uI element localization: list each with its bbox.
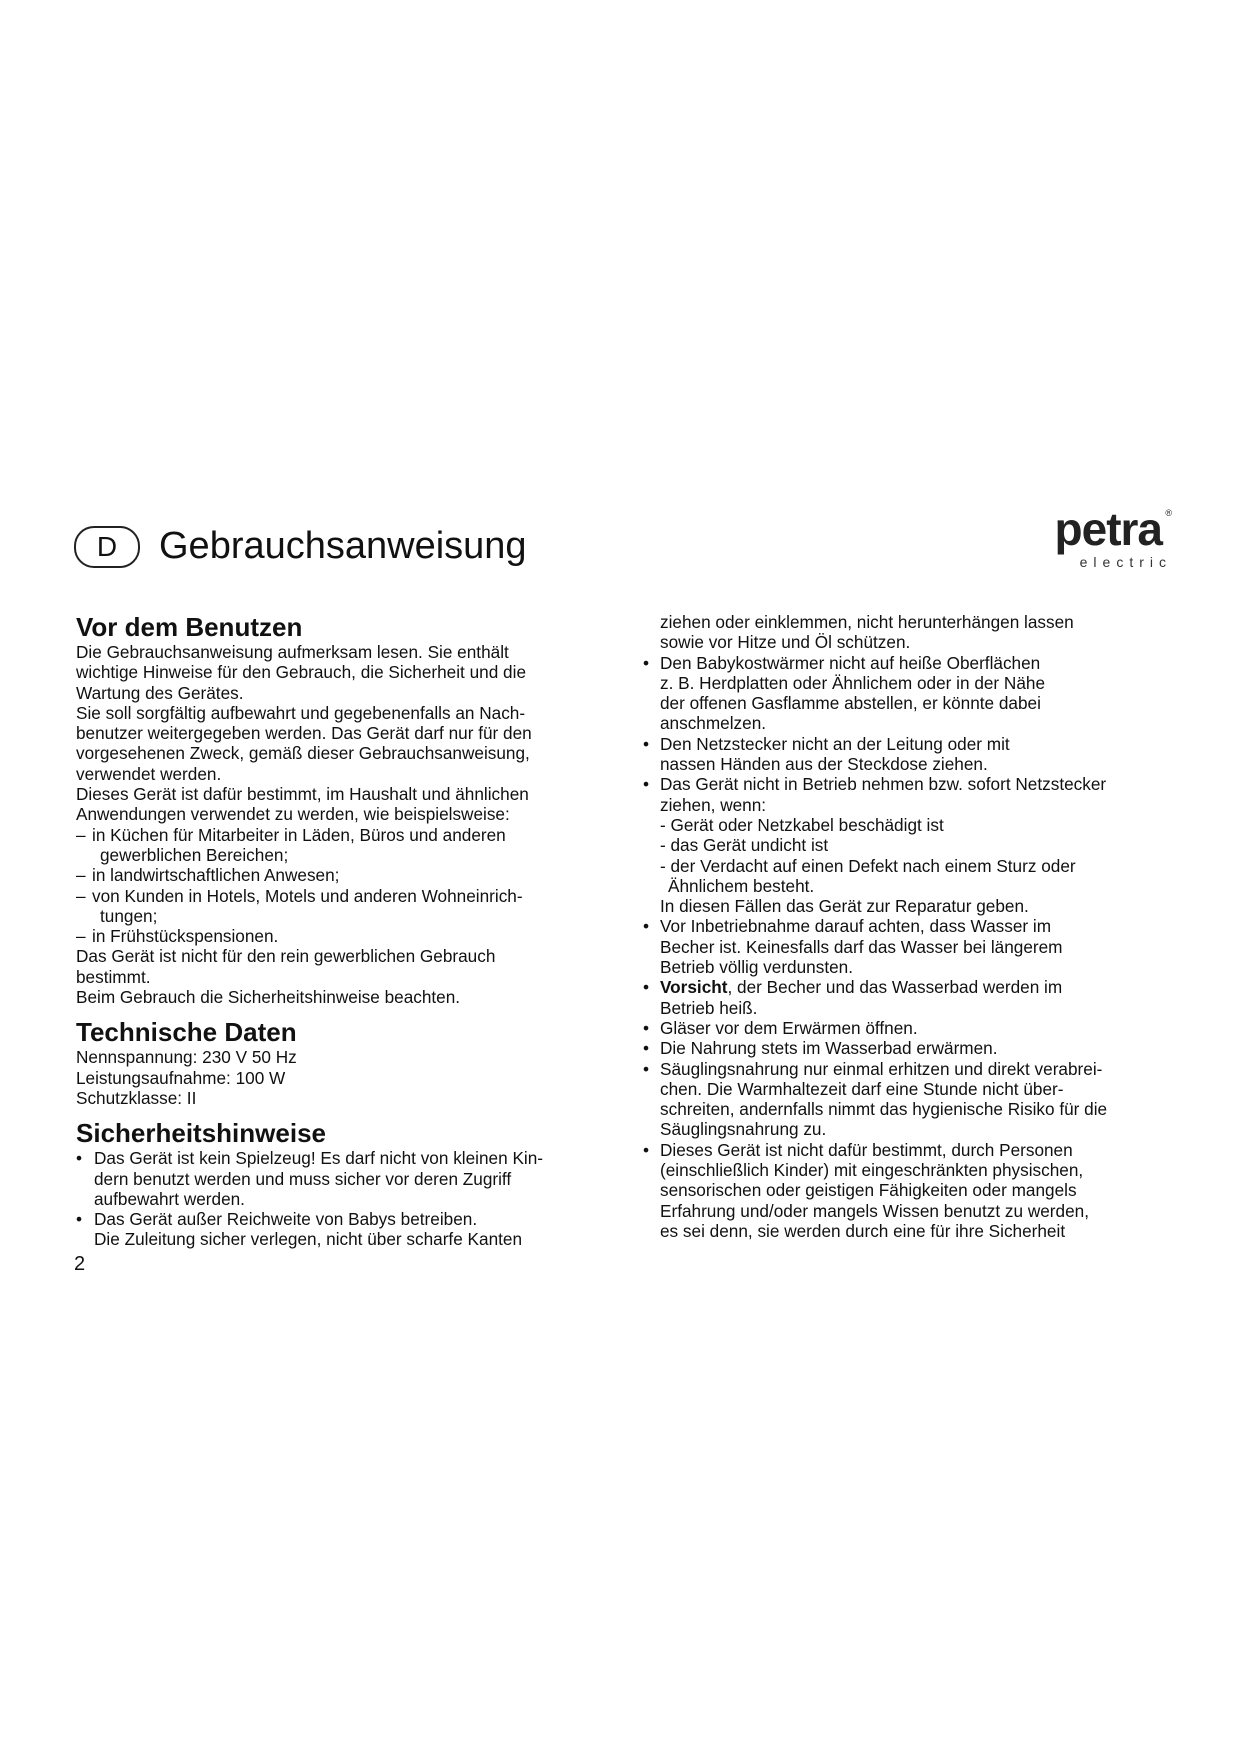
bullet-item <box>643 1058 1180 1140</box>
bullet-item <box>643 1017 1180 1038</box>
text-line: von Kunden in Hotels, Motels und anderen Wohneinrich- <box>92 885 523 906</box>
document-title: Gebrauchsanweisung <box>159 525 527 567</box>
text-line: Das Gerät ist kein Spielzeug! Es darf nicht von kleinen Kin- <box>94 1148 544 1169</box>
page-header <box>74 503 1174 578</box>
text-line: Die Nahrung stets im Wasserbad erwärmen. <box>660 1038 998 1059</box>
bullet-marker: • <box>643 1058 650 1079</box>
text-line: es sei denn, sie werden durch eine für ihre Sicherheit <box>660 1220 1066 1241</box>
text-line: Vor Inbetriebnahme darauf achten, dass Wasser im <box>660 916 1052 937</box>
bullet-marker: • <box>643 977 650 998</box>
bullet-marker: • <box>643 1017 650 1038</box>
text-line: Dieses Gerät ist nicht dafür bestimmt, durch Personen <box>660 1139 1073 1160</box>
right-column <box>643 612 1180 1241</box>
text-line: Nennspannung: 230 V 50 Hz <box>76 1047 297 1068</box>
text-fragment: , der Becher und das Wasserbad werden im <box>727 977 1063 998</box>
caution-label: Vorsicht <box>660 977 728 998</box>
dash-list-item <box>76 926 616 946</box>
dash-marker: – <box>76 885 86 906</box>
text-line: tungen; <box>100 905 158 926</box>
text-line: Das Gerät nicht in Betrieb nehmen bzw. sofort Netzstecker <box>660 774 1107 795</box>
bullet-marker: • <box>76 1148 83 1169</box>
language-badge: D <box>74 526 140 568</box>
logo-subtitle: electric <box>1079 554 1172 570</box>
text-line: (einschließlich Kinder) mit eingeschränkten physischen, <box>660 1160 1084 1181</box>
text-line: Betrieb heiß. <box>660 997 758 1018</box>
text-line: sensorischen oder geistigen Fähigkeiten oder mangels <box>660 1180 1077 1201</box>
left-column <box>76 612 616 1250</box>
page-number: 2 <box>74 1253 86 1275</box>
bullet-marker: • <box>643 1139 650 1160</box>
text-line: Den Babykostwärmer nicht auf heiße Oberflächen <box>660 652 1041 673</box>
section-heading-technical-data: Technische Daten <box>76 1017 297 1048</box>
dash-marker: – <box>76 865 86 886</box>
text-line <box>660 977 1180 997</box>
text-line: der offenen Gasflamme abstellen, er könnte dabei <box>660 693 1041 714</box>
text-line: in Frühstückspensionen. <box>92 926 279 947</box>
text-line: anschmelzen. <box>660 713 767 734</box>
text-line: Beim Gebrauch die Sicherheitshinweise beachten. <box>76 987 461 1008</box>
section-heading-before-use: Vor dem Benutzen <box>76 612 303 642</box>
bullet-item <box>643 916 1180 978</box>
text-line: in landwirtschaftlichen Anwesen; <box>92 865 340 886</box>
text-line: verwendet werden. <box>76 763 222 784</box>
sub-item: Ähnlichem besteht. <box>668 875 815 896</box>
bullet-marker: • <box>643 916 650 937</box>
text-line: gewerblichen Bereichen; <box>100 844 289 865</box>
text-line: dern benutzt werden und muss sicher vor deren Zugriff <box>94 1168 512 1189</box>
bullet-marker: • <box>76 1209 83 1230</box>
text-line: Den Netzstecker nicht an der Leitung oder mit <box>660 733 1010 754</box>
text-line: Betrieb völlig verdunsten. <box>660 957 853 978</box>
bullet-item <box>643 1038 1180 1059</box>
logo-wordmark: petra <box>1054 503 1162 555</box>
text-line: chen. Die Warmhaltezeit darf eine Stunde nicht über- <box>660 1078 1064 1099</box>
text-line: z. B. Herdplatten oder Ähnlichem oder in der Nähe <box>660 672 1046 693</box>
text-line: wichtige Hinweise für den Gebrauch, die Sicherheit und die <box>76 662 526 683</box>
text-line: in Küchen für Mitarbeiter in Läden, Büros und anderen <box>92 824 506 845</box>
text-line: nassen Händen aus der Steckdose ziehen. <box>660 754 988 775</box>
text-line: Gläser vor dem Erwärmen öffnen. <box>660 1017 918 1038</box>
text-line: benutzer weitergegeben werden. Das Gerät darf nur für den <box>76 723 532 744</box>
text-line: Leistungsaufnahme: 100 W <box>76 1067 286 1088</box>
text-line: aufbewahrt werden. <box>94 1188 245 1209</box>
text-line: ziehen oder einklemmen, nicht herunterhängen lassen <box>660 612 1074 632</box>
dash-list-item <box>76 865 616 885</box>
dash-marker: – <box>76 824 86 845</box>
bullet-item <box>76 1229 616 1249</box>
text-line: bestimmt. <box>76 966 151 987</box>
text-line: Die Gebrauchsanweisung aufmerksam lesen. Sie enthält <box>76 642 509 662</box>
sub-item: - der Verdacht auf einen Defekt nach einem Sturz oder <box>660 855 1076 876</box>
section-heading-safety: Sicherheitshinweise <box>76 1118 326 1149</box>
bullet-item <box>76 1148 616 1209</box>
text-line: vorgesehenen Zweck, gemäß dieser Gebrauchsanweisung, <box>76 743 530 764</box>
bullet-marker: • <box>643 1038 650 1059</box>
text-line: Sie soll sorgfältig aufbewahrt und gegebenenfalls an Nach- <box>76 702 526 723</box>
bullet-item <box>643 733 1180 775</box>
text-line: Wartung des Gerätes. <box>76 682 244 703</box>
bullet-item <box>643 774 1180 917</box>
dash-list-item <box>76 886 616 927</box>
dash-list-item <box>76 825 616 866</box>
text-line: schreiten, andernfalls nimmt das hygienische Risiko für die <box>660 1099 1108 1120</box>
bullet-marker: • <box>643 733 650 754</box>
text-line: Die Zuleitung sicher verlegen, nicht über scharfe Kanten <box>94 1229 523 1250</box>
text-line: Schutzklasse: II <box>76 1087 197 1108</box>
text-line: Säuglingsnahrung nur einmal erhitzen und direkt verabrei- <box>660 1058 1103 1079</box>
text-line: ziehen, wenn: <box>660 794 767 815</box>
bullet-item <box>643 1139 1180 1241</box>
text-line: Das Gerät ist nicht für den rein gewerblichen Gebrauch <box>76 946 496 967</box>
sub-item: - das Gerät undicht ist <box>660 835 829 856</box>
bullet-item <box>76 1209 616 1229</box>
text-line: In diesen Fällen das Gerät zur Reparatur geben. <box>660 896 1029 917</box>
text-line: Das Gerät außer Reichweite von Babys betreiben. <box>94 1209 478 1230</box>
logo-registered-mark: ® <box>1165 508 1172 518</box>
bullet-item <box>643 977 1180 1018</box>
bullet-marker: • <box>643 652 650 673</box>
text-line: Becher ist. Keinesfalls darf das Wasser bei längerem <box>660 936 1063 957</box>
dash-marker: – <box>76 926 86 947</box>
text-line: Anwendungen verwendet zu werden, wie beispielsweise: <box>76 804 510 825</box>
sub-item: - Gerät oder Netzkabel beschädigt ist <box>660 814 944 835</box>
text-line: sowie vor Hitze und Öl schützen. <box>660 632 911 653</box>
text-line: Säuglingsnahrung zu. <box>660 1119 827 1140</box>
text-line: Erfahrung und/oder mangels Wissen benutzt zu werden, <box>660 1200 1089 1221</box>
text-line: Dieses Gerät ist dafür bestimmt, im Haushalt und ähnlichen <box>76 784 529 805</box>
petra-logo <box>1022 504 1172 570</box>
bullet-marker: • <box>643 774 650 795</box>
bullet-item <box>643 652 1180 734</box>
